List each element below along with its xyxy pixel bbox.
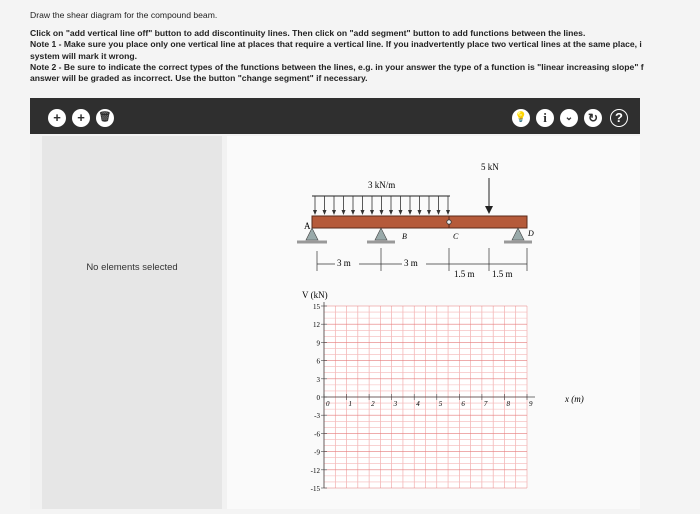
x-tick-label: 7 — [483, 400, 488, 408]
dim-4: 1.5 m — [492, 269, 513, 279]
hint-button[interactable] — [512, 109, 530, 127]
dim-3: 1.5 m — [454, 269, 475, 279]
load-arrow-icon — [427, 210, 431, 215]
drawing-panel — [30, 98, 640, 509]
info-icon: i — [543, 110, 547, 125]
chevron-down-icon: ⌄ — [564, 112, 574, 123]
load-arrow-icon — [399, 210, 403, 215]
shear-grid[interactable] — [324, 302, 535, 488]
y-tick-label: 12 — [313, 321, 320, 330]
load-arrow-icon — [437, 210, 441, 215]
y-tick-label: -15 — [310, 485, 320, 493]
problem-title: Draw the shear diagram for the compound beam. — [30, 10, 218, 20]
plus-icon: + — [77, 110, 85, 125]
x-tick-label: 8 — [506, 400, 510, 408]
reset-button[interactable] — [584, 109, 602, 127]
info-button[interactable] — [536, 109, 554, 127]
delete-button[interactable] — [96, 109, 114, 127]
load-arrow-icon — [389, 210, 393, 215]
instruction-line-2: Note 1 - Make sure you place only one vertical line at places that require a vertical line. If you inadvertently place two vertical lines at the same place, i — [30, 39, 642, 50]
point-load-label: 5 kN — [481, 162, 499, 172]
y-tick-label: 3 — [316, 375, 320, 384]
instructions — [30, 10, 698, 84]
reset-icon: ↻ — [587, 111, 599, 125]
load-arrow-icon — [361, 210, 365, 215]
x-tick-label: 6 — [461, 400, 465, 408]
roller-support-icon — [512, 228, 524, 240]
help-button[interactable] — [610, 109, 628, 127]
distributed-load — [312, 180, 450, 215]
sidebar — [42, 136, 222, 509]
selection-status: No elements selected — [86, 262, 178, 273]
lightbulb-icon: 💡 — [514, 112, 528, 123]
x-tick-label: 1 — [348, 400, 353, 408]
label-a: A — [304, 221, 311, 231]
load-arrow-icon — [380, 210, 384, 215]
instruction-line-1: Click on "add vertical line off" button to add discontinuity lines. Then click on "add segment" button to add functions between the lines. — [30, 28, 586, 39]
load-arrow-icon — [342, 210, 346, 215]
y-tick-label: -3 — [314, 412, 320, 421]
y-tick-label: 6 — [316, 357, 320, 366]
y-axis-label: V (kN) — [302, 290, 328, 300]
instruction-line-4: Note 2 - Be sure to indicate the correct types of the functions between the lines, e.g. in your answer the type of a function is "linear increasing slope" f — [30, 61, 644, 72]
x-tick-label: 4 — [416, 400, 420, 408]
dist-load-label: 3 kN/m — [368, 180, 396, 190]
point-load — [481, 162, 499, 214]
load-arrow-icon — [351, 210, 355, 215]
canvas[interactable] — [227, 136, 640, 509]
load-arrow-icon — [313, 210, 317, 215]
y-tick-label: -12 — [310, 466, 320, 475]
help-icon: ? — [615, 110, 623, 125]
load-arrow-icon — [446, 210, 450, 215]
add-vertical-line-button[interactable] — [48, 109, 66, 127]
add-vertical-line-icon: + — [53, 110, 61, 125]
x-tick-label: 0 — [326, 400, 330, 408]
dim-1: 3 m — [337, 258, 351, 268]
x-axis-label: x (m) — [565, 394, 584, 404]
label-b: B — [402, 232, 407, 241]
beam — [297, 216, 534, 242]
load-arrow-icon — [418, 210, 422, 215]
trash-icon: 🗑 — [98, 112, 112, 123]
hinge-icon — [447, 220, 451, 224]
y-tick-label: 0 — [316, 394, 320, 402]
instruction-line-3: system will mark it wrong. — [30, 50, 137, 61]
load-arrow-icon — [332, 210, 336, 215]
y-tick-label: 15 — [313, 303, 320, 311]
x-tick-label: 2 — [371, 400, 375, 408]
load-arrow-icon — [323, 210, 327, 215]
label-d: D — [528, 229, 534, 238]
y-tick-label: 9 — [316, 339, 320, 348]
y-tick-label: -9 — [314, 448, 320, 457]
diagram-svg — [227, 136, 640, 509]
dropdown-button[interactable] — [560, 109, 578, 127]
roller-support-icon — [375, 228, 387, 240]
dim-2: 3 m — [404, 258, 418, 268]
y-tick-label: -6 — [314, 430, 320, 439]
x-tick-label: 5 — [438, 400, 443, 408]
load-arrow-icon — [408, 210, 412, 215]
load-arrow-icon — [370, 210, 374, 215]
label-c: C — [453, 232, 459, 241]
toolbar — [30, 98, 640, 134]
x-tick-label: 9 — [529, 400, 533, 408]
x-tick-label: 3 — [393, 400, 398, 408]
add-segment-button[interactable] — [72, 109, 90, 127]
instruction-line-5: answer will be graded as incorrect. Use the button "change segment" if necessary. — [30, 73, 368, 84]
